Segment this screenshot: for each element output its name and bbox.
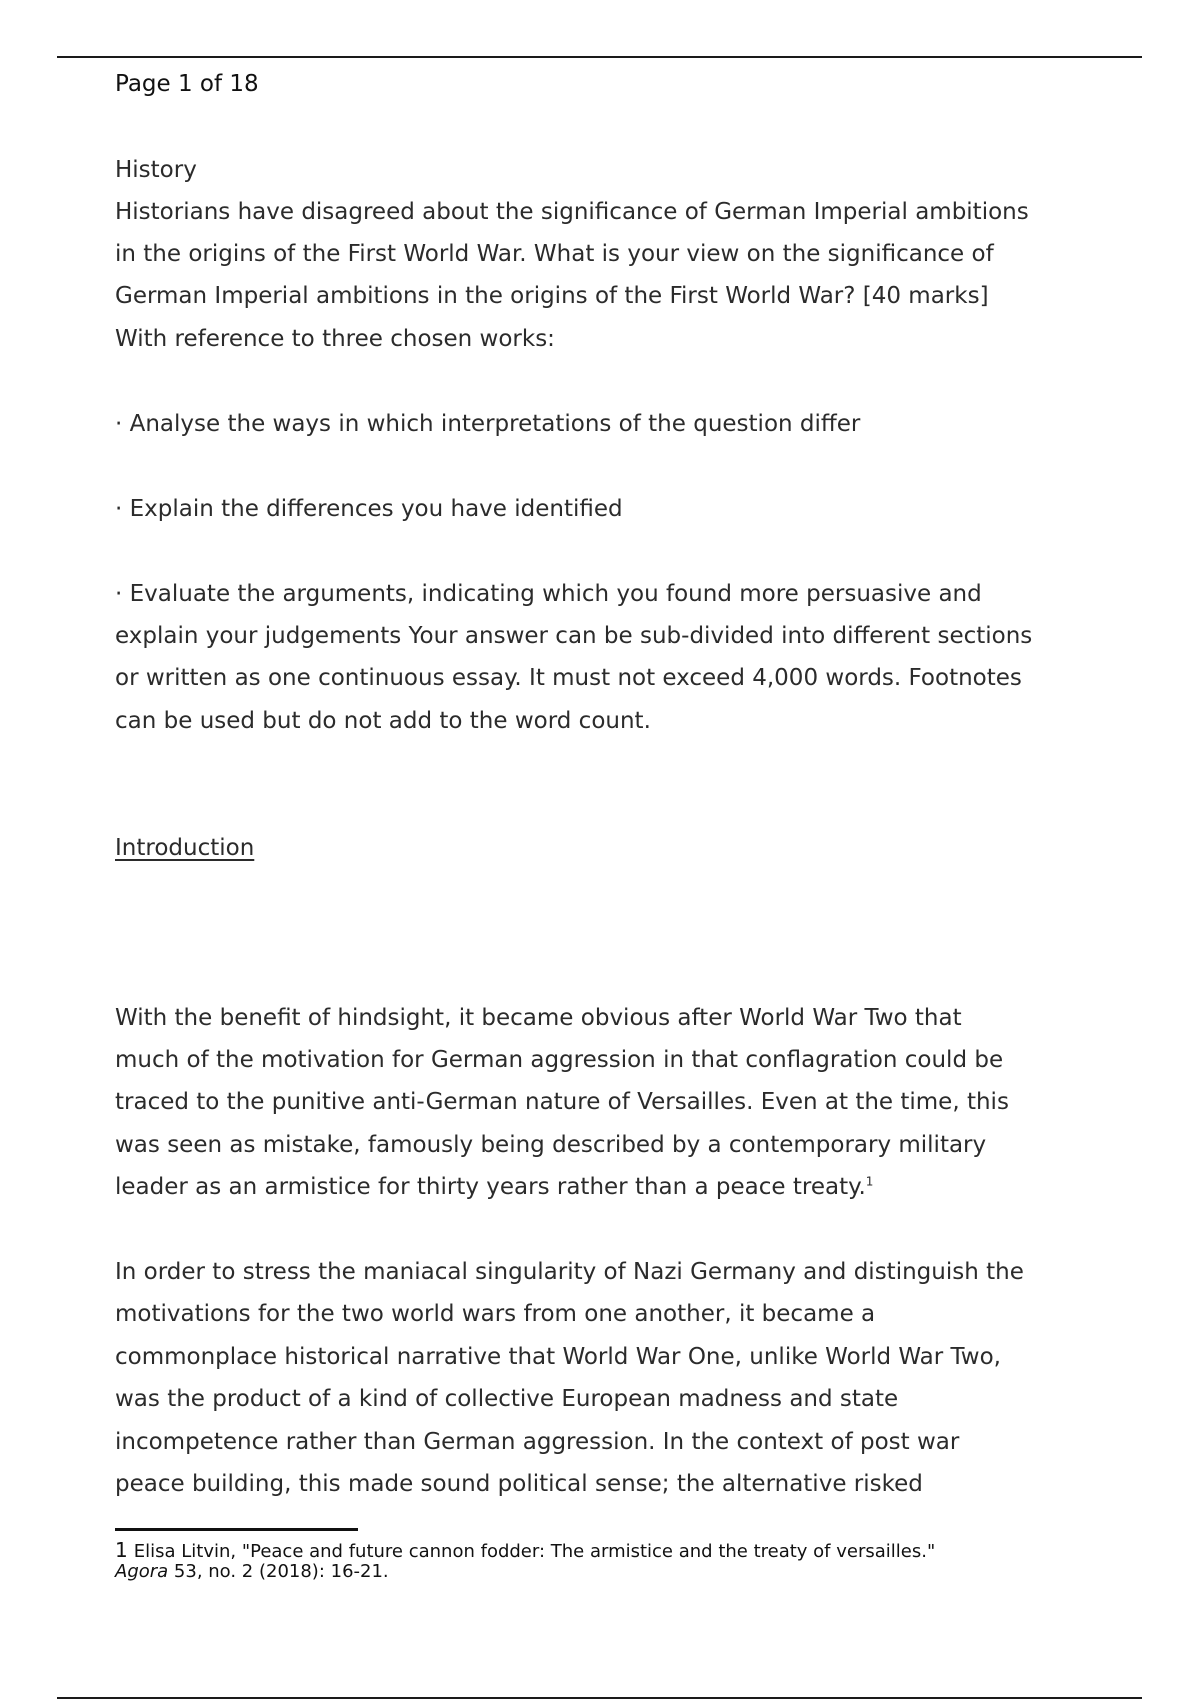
paragraph-line: peace building, this made sound political sense; the alternative risked [115, 1471, 923, 1497]
paragraph-line-text: leader as an armistice for thirty years rather than a peace treaty. [115, 1174, 866, 1200]
bullet-explain: · Explain the differences you have identified [115, 496, 623, 522]
paragraph-line: With the benefit of hindsight, it became obvious after World War Two that [115, 1005, 962, 1031]
footnote-line [115, 1539, 935, 1563]
paragraph-line: motivations for the two world wars from one another, it became a [115, 1301, 876, 1327]
paragraph-line: incompetence rather than German aggression. In the context of post war [115, 1429, 960, 1455]
page-bottom-rule [57, 1697, 1142, 1699]
footnote-journal: Agora [115, 1561, 169, 1582]
paragraph-line: commonplace historical narrative that World War One, unlike World War Two, [115, 1344, 1001, 1370]
bullet-evaluate-line: can be used but do not add to the word count. [115, 708, 651, 734]
question-line: in the origins of the First World War. What is your view on the significance of [115, 241, 994, 267]
introduction-heading: Introduction [115, 835, 255, 861]
question-line: Historians have disagreed about the significance of German Imperial ambitions [115, 199, 1029, 225]
bullet-evaluate: · Evaluate the arguments, indicating which you found more persuasive and [115, 581, 982, 607]
footnote-citation: Elisa Litvin, "Peace and future cannon fodder: The armistice and the treaty of versailles." [133, 1541, 936, 1562]
paragraph-line: was seen as mistake, famously being described by a contemporary military [115, 1132, 987, 1158]
paragraph-line: much of the motivation for German aggression in that conflagration could be [115, 1047, 1004, 1073]
page-number: Page 1 of 18 [115, 71, 259, 97]
paragraph-line: In order to stress the maniacal singularity of Nazi Germany and distinguish the [115, 1259, 1024, 1285]
footnote-separator [115, 1528, 358, 1531]
footnote-reference[interactable]: 1 [865, 1174, 874, 1189]
footnote-number: 1 [115, 1538, 128, 1562]
paragraph-line [115, 1172, 873, 1202]
question-line: With reference to three chosen works: [115, 326, 555, 352]
bullet-analyse: · Analyse the ways in which interpretations of the question differ [115, 411, 861, 437]
bullet-evaluate-line: explain your judgements Your answer can be sub-divided into different sections [115, 623, 1033, 649]
bullet-evaluate-line: or written as one continuous essay. It must not exceed 4,000 words. Footnotes [115, 665, 1022, 691]
paragraph-line: traced to the punitive anti-German nature of Versailles. Even at the time, this [115, 1089, 1009, 1115]
footnote-details: 53, no. 2 (2018): 16-21. [168, 1561, 389, 1582]
paragraph-line: was the product of a kind of collective European madness and state [115, 1386, 899, 1412]
question-line: German Imperial ambitions in the origins of the First World War? [40 marks] [115, 283, 989, 309]
subject-label: History [115, 157, 197, 183]
page-top-rule [57, 56, 1142, 58]
footnote-line [115, 1561, 389, 1583]
